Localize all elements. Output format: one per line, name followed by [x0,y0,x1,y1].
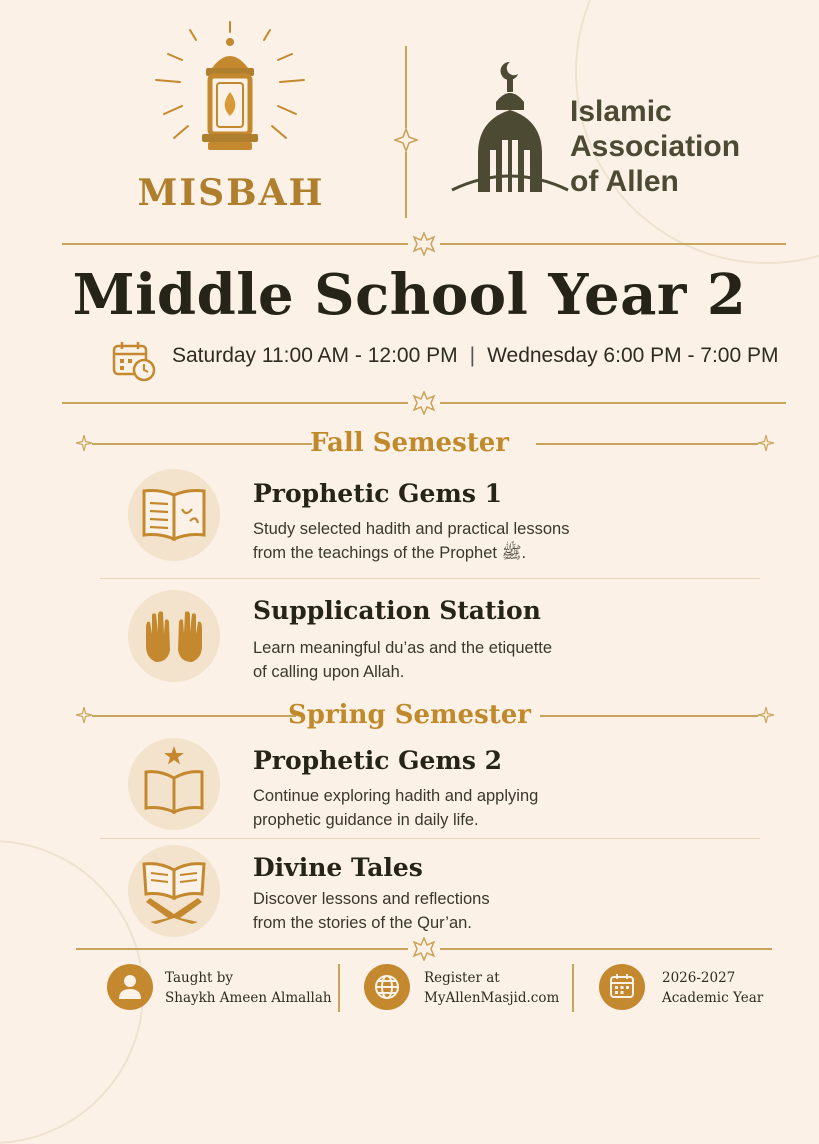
academic-year-label: Academic Year [662,990,764,1006]
footer-divider [338,964,340,1012]
course-description [253,636,633,684]
divider-left [62,243,408,245]
organization-line-2: Association [570,130,741,163]
course-description-line: from the stories of the Qur’an. [253,914,472,932]
calendar-clock-icon [112,340,156,382]
divider-right [440,243,786,245]
globe-icon [373,973,401,1001]
organization-line-1: Islamic [570,95,672,128]
course-description [253,887,633,935]
academic-year: 2026-2027 [662,970,736,986]
course-description [253,517,633,565]
header-divider-bottom [405,152,407,218]
course-separator [100,578,760,579]
course-description-line: Continue exploring hadith and applying [253,787,539,805]
star-ornament-icon [394,128,418,152]
semester-rule-right [536,443,758,445]
academic-year-info [662,968,763,1008]
person-icon [117,972,143,1002]
course-separator [100,838,760,839]
register-info [424,968,559,1008]
organization-line-3: of Allen [570,165,679,198]
course-description-line: of calling upon Allah. [253,663,405,681]
course-description-line: prophetic guidance in daily life. [253,811,479,829]
course-title: Prophetic Gems 1 [253,479,503,508]
register-label: Register at [424,970,500,986]
quran-stand-icon [140,858,208,924]
star-ornament-icon [412,232,436,256]
divider-left [76,948,408,950]
star-ornament-icon [412,937,436,961]
teacher-label: Taught by [165,970,234,986]
praying-hands-icon [140,606,208,666]
schedule [172,344,779,368]
divider-left [62,402,408,404]
schedule-separator: | [469,344,476,367]
page-title: Middle School Year 2 [72,262,747,328]
teacher-info [165,968,332,1008]
open-book-arabic-icon [140,487,208,543]
footer-divider [572,964,574,1012]
sparkle-icon [758,707,774,723]
semester-rule-right [540,715,758,717]
register-link[interactable]: MyAllenMasjid.com [424,990,560,1006]
brand-name: MISBAH [137,172,325,214]
teacher-name: Shaykh Ameen Almallah [165,990,332,1006]
course-description-line: Discover lessons and reflections [253,890,490,908]
course-description-line: Study selected hadith and practical lessons [253,520,570,538]
header-divider-top [405,46,407,128]
divider-right [440,948,772,950]
course-description-line: Learn meaningful du’as and the etiquette [253,639,553,657]
book-star-icon [140,744,208,816]
star-ornament-icon [412,391,436,415]
schedule-saturday: Saturday 11:00 AM - 12:00 PM [172,344,458,367]
sparkle-icon [758,435,774,451]
course-title: Supplication Station [253,596,541,625]
lantern-logo-icon [150,18,310,168]
spring-semester-heading: Spring Semester [288,700,531,730]
course-title: Divine Tales [253,853,423,882]
organization-name [570,94,740,199]
course-description-line: from the teachings of the Prophet ﷺ. [253,544,527,562]
mosque-logo-icon [450,58,570,200]
calendar-icon [609,973,635,999]
course-description [253,784,633,832]
course-title: Prophetic Gems 2 [253,746,503,775]
schedule-wednesday: Wednesday 6:00 PM - 7:00 PM [487,344,779,367]
divider-right [440,402,786,404]
fall-semester-heading: Fall Semester [310,428,509,458]
